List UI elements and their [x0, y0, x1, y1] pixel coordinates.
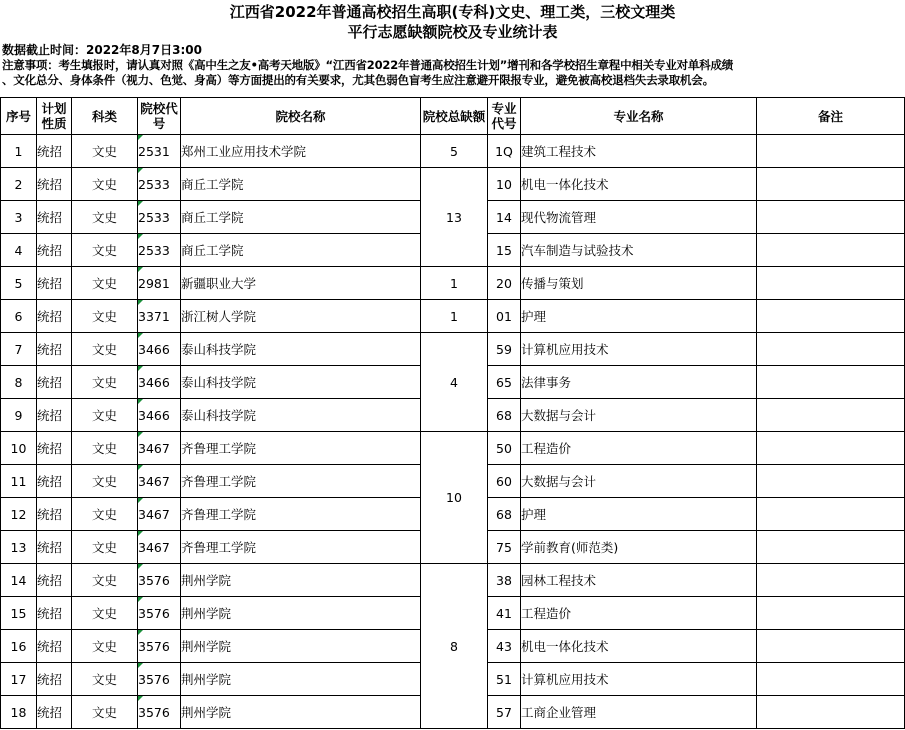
cell-category[interactable]: 文史: [72, 333, 138, 366]
cell-major-name[interactable]: 大数据与会计: [521, 465, 757, 498]
cell-remark[interactable]: [757, 498, 905, 531]
cell-school-code[interactable]: 3576: [138, 696, 181, 729]
cell-total-vacancy[interactable]: 8: [421, 564, 488, 729]
cell-plan[interactable]: 统招: [37, 135, 72, 168]
cell-seq[interactable]: 1: [1, 135, 37, 168]
cell-school-name[interactable]: 商丘工学院: [181, 168, 421, 201]
cell-category[interactable]: 文史: [72, 564, 138, 597]
cell-remark[interactable]: [757, 465, 905, 498]
cell-category[interactable]: 文史: [72, 366, 138, 399]
table-row: [1, 333, 905, 366]
cell-plan[interactable]: 统招: [37, 300, 72, 333]
cell-school-code[interactable]: 3576: [138, 630, 181, 663]
cell-seq[interactable]: 2: [1, 168, 37, 201]
cell-seq[interactable]: 7: [1, 333, 37, 366]
cell-school-name[interactable]: 泰山科技学院: [181, 333, 421, 366]
header-school-name[interactable]: 院校名称: [181, 98, 421, 135]
cell-seq[interactable]: 10: [1, 432, 37, 465]
cell-seq[interactable]: 5: [1, 267, 37, 300]
cell-seq[interactable]: 14: [1, 564, 37, 597]
cell-major-code[interactable]: 57: [488, 696, 521, 729]
cell-school-code[interactable]: 2533: [138, 234, 181, 267]
header-school-code[interactable]: 院校代号: [138, 98, 181, 135]
cell-major-code[interactable]: 65: [488, 366, 521, 399]
cell-remark[interactable]: [757, 135, 905, 168]
cell-school-name[interactable]: 荆州学院: [181, 597, 421, 630]
cell-school-name[interactable]: 齐鲁理工学院: [181, 498, 421, 531]
cell-major-name[interactable]: 传播与策划: [521, 267, 757, 300]
cell-school-name[interactable]: 商丘工学院: [181, 234, 421, 267]
cell-school-name[interactable]: 荆州学院: [181, 564, 421, 597]
cell-school-code[interactable]: 3467: [138, 498, 181, 531]
cell-category[interactable]: 文史: [72, 465, 138, 498]
cell-remark[interactable]: [757, 267, 905, 300]
cell-major-name[interactable]: 护理: [521, 498, 757, 531]
cell-category[interactable]: 文史: [72, 168, 138, 201]
cell-major-name[interactable]: 护理: [521, 300, 757, 333]
cell-seq[interactable]: 12: [1, 498, 37, 531]
cell-plan[interactable]: 统招: [37, 333, 72, 366]
cell-plan[interactable]: 统招: [37, 630, 72, 663]
cell-plan[interactable]: 统招: [37, 168, 72, 201]
cell-total-vacancy[interactable]: 1: [421, 267, 488, 300]
cell-major-name[interactable]: 大数据与会计: [521, 399, 757, 432]
cell-plan[interactable]: 统招: [37, 498, 72, 531]
cell-school-name[interactable]: 浙江树人学院: [181, 300, 421, 333]
cell-major-name[interactable]: 法律事务: [521, 366, 757, 399]
cell-category[interactable]: 文史: [72, 696, 138, 729]
cell-seq[interactable]: 9: [1, 399, 37, 432]
cell-school-name[interactable]: 齐鲁理工学院: [181, 432, 421, 465]
table-body: [1, 135, 905, 729]
cell-school-code[interactable]: 3467: [138, 465, 181, 498]
cell-major-name[interactable]: 现代物流管理: [521, 201, 757, 234]
cell-category[interactable]: 文史: [72, 267, 138, 300]
cell-total-vacancy[interactable]: 10: [421, 432, 488, 564]
cell-school-name[interactable]: 新疆职业大学: [181, 267, 421, 300]
cell-category[interactable]: 文史: [72, 300, 138, 333]
cell-category[interactable]: 文史: [72, 663, 138, 696]
cell-plan[interactable]: 统招: [37, 399, 72, 432]
cell-major-code[interactable]: 59: [488, 333, 521, 366]
cell-category[interactable]: 文史: [72, 201, 138, 234]
cell-school-code[interactable]: 2533: [138, 168, 181, 201]
cell-school-name[interactable]: 齐鲁理工学院: [181, 465, 421, 498]
cell-seq[interactable]: 3: [1, 201, 37, 234]
cell-major-name[interactable]: 计算机应用技术: [521, 663, 757, 696]
header-major-name[interactable]: 专业名称: [521, 98, 757, 135]
cell-plan[interactable]: 统招: [37, 597, 72, 630]
cell-major-code[interactable]: 20: [488, 267, 521, 300]
cell-remark[interactable]: [757, 432, 905, 465]
table-row: [1, 432, 905, 465]
cell-major-name[interactable]: 工程造价: [521, 597, 757, 630]
cell-category[interactable]: 文史: [72, 597, 138, 630]
cell-total-vacancy[interactable]: 1: [421, 300, 488, 333]
cell-seq[interactable]: 11: [1, 465, 37, 498]
cell-major-name[interactable]: 工程造价: [521, 432, 757, 465]
cell-school-code[interactable]: 2981: [138, 267, 181, 300]
cell-major-name[interactable]: 园林工程技术: [521, 564, 757, 597]
cell-major-name[interactable]: 工商企业管理: [521, 696, 757, 729]
table-row: [1, 300, 905, 333]
cell-school-code[interactable]: 3466: [138, 399, 181, 432]
header-plan[interactable]: 计划性质: [37, 98, 72, 135]
cell-plan[interactable]: 统招: [37, 564, 72, 597]
cell-remark[interactable]: [757, 366, 905, 399]
cell-major-code[interactable]: 41: [488, 597, 521, 630]
cell-major-code[interactable]: 60: [488, 465, 521, 498]
cell-school-code[interactable]: 3466: [138, 366, 181, 399]
cell-major-code[interactable]: 75: [488, 531, 521, 564]
cell-major-code[interactable]: 68: [488, 498, 521, 531]
cell-remark[interactable]: [757, 630, 905, 663]
table-row: [1, 135, 905, 168]
cell-plan[interactable]: 统招: [37, 696, 72, 729]
cell-school-code[interactable]: 3466: [138, 333, 181, 366]
cell-total-vacancy[interactable]: 4: [421, 333, 488, 432]
cell-school-name[interactable]: 荆州学院: [181, 630, 421, 663]
cell-school-code[interactable]: 3576: [138, 663, 181, 696]
cell-plan[interactable]: 统招: [37, 531, 72, 564]
cell-school-name[interactable]: 齐鲁理工学院: [181, 531, 421, 564]
cell-major-name[interactable]: 机电一体化技术: [521, 630, 757, 663]
cell-school-code[interactable]: 2533: [138, 201, 181, 234]
cell-remark[interactable]: [757, 597, 905, 630]
cell-major-code[interactable]: 68: [488, 399, 521, 432]
cell-remark[interactable]: [757, 531, 905, 564]
cell-seq[interactable]: 16: [1, 630, 37, 663]
header-row: [1, 98, 905, 135]
sheet-title: [0, 0, 905, 42]
cell-major-name[interactable]: 汽车制造与试验技术: [521, 234, 757, 267]
header-major-code[interactable]: 专业代号: [488, 98, 521, 135]
cell-major-name[interactable]: 建筑工程技术: [521, 135, 757, 168]
data-deadline: 数据截止时间：2022年8月7日3:00: [2, 43, 202, 57]
cell-major-code[interactable]: 10: [488, 168, 521, 201]
cell-total-vacancy[interactable]: 13: [421, 168, 488, 267]
cell-major-code[interactable]: 51: [488, 663, 521, 696]
cell-major-name[interactable]: 机电一体化技术: [521, 168, 757, 201]
cell-seq[interactable]: 18: [1, 696, 37, 729]
table-row: [1, 267, 905, 300]
cell-school-name[interactable]: 荆州学院: [181, 696, 421, 729]
table-row: [1, 168, 905, 201]
title-line-2: 平行志愿缺额院校及专业统计表: [347, 23, 558, 41]
cell-seq[interactable]: 13: [1, 531, 37, 564]
table-row: [1, 564, 905, 597]
cell-school-name[interactable]: 泰山科技学院: [181, 399, 421, 432]
cell-seq[interactable]: 15: [1, 597, 37, 630]
cell-category[interactable]: 文史: [72, 498, 138, 531]
cell-major-code[interactable]: 1Q: [488, 135, 521, 168]
cell-remark[interactable]: [757, 663, 905, 696]
cell-plan[interactable]: 统招: [37, 201, 72, 234]
cell-category[interactable]: 文史: [72, 531, 138, 564]
cell-category[interactable]: 文史: [72, 399, 138, 432]
cell-major-code[interactable]: 38: [488, 564, 521, 597]
cell-category[interactable]: 文史: [72, 630, 138, 663]
cell-seq[interactable]: 17: [1, 663, 37, 696]
header-remark[interactable]: 备注: [757, 98, 905, 135]
cell-plan[interactable]: 统招: [37, 267, 72, 300]
cell-remark[interactable]: [757, 333, 905, 366]
cell-plan[interactable]: 统招: [37, 234, 72, 267]
header-total-vacancy[interactable]: 院校总缺额: [421, 98, 488, 135]
cell-school-code[interactable]: 3467: [138, 531, 181, 564]
notice-line-2: 、文化总分、身体条件（视力、色觉、身高）等方面提出的有关要求，尤其色弱色盲考生应注意避开限报专业，避免被高校退档失去录取机会。: [2, 73, 714, 87]
cell-major-name[interactable]: 计算机应用技术: [521, 333, 757, 366]
cell-school-name[interactable]: 荆州学院: [181, 663, 421, 696]
cell-plan[interactable]: 统招: [37, 663, 72, 696]
cell-remark[interactable]: [757, 300, 905, 333]
cell-seq[interactable]: 6: [1, 300, 37, 333]
cell-remark[interactable]: [757, 234, 905, 267]
cell-total-vacancy[interactable]: 5: [421, 135, 488, 168]
cell-plan[interactable]: 统招: [37, 432, 72, 465]
cell-school-name[interactable]: 商丘工学院: [181, 201, 421, 234]
vacancy-table: [0, 97, 905, 729]
cell-school-code[interactable]: 3576: [138, 597, 181, 630]
cell-major-code[interactable]: 50: [488, 432, 521, 465]
cell-major-code[interactable]: 43: [488, 630, 521, 663]
cell-major-name[interactable]: 学前教育(师范类): [521, 531, 757, 564]
cell-school-code[interactable]: 3467: [138, 432, 181, 465]
cell-plan[interactable]: 统招: [37, 366, 72, 399]
title-line-1: 江西省2022年普通高校招生高职(专科)文史、理工类，三校文理类: [229, 3, 676, 21]
cell-school-name[interactable]: 郑州工业应用技术学院: [181, 135, 421, 168]
cell-remark[interactable]: [757, 399, 905, 432]
cell-major-code[interactable]: 01: [488, 300, 521, 333]
cell-seq[interactable]: 8: [1, 366, 37, 399]
cell-remark[interactable]: [757, 696, 905, 729]
cell-remark[interactable]: [757, 168, 905, 201]
cell-school-name[interactable]: 泰山科技学院: [181, 366, 421, 399]
cell-category[interactable]: 文史: [72, 432, 138, 465]
cell-category[interactable]: 文史: [72, 234, 138, 267]
notice-line-1: 注意事项：考生填报时，请认真对照《高中生之友•高考天地版》“江西省2022年普通高校招生计划”增刊和各学校招生章程中相关专业对单科成绩: [2, 58, 734, 72]
cell-plan[interactable]: 统招: [37, 465, 72, 498]
header-category[interactable]: 科类: [72, 98, 138, 135]
header-seq[interactable]: 序号: [1, 98, 37, 135]
cell-school-code[interactable]: 3576: [138, 564, 181, 597]
cell-school-code[interactable]: 3371: [138, 300, 181, 333]
cell-remark[interactable]: [757, 201, 905, 234]
notice: [0, 58, 905, 88]
cell-major-code[interactable]: 15: [488, 234, 521, 267]
cell-school-code[interactable]: 2531: [138, 135, 181, 168]
cell-remark[interactable]: [757, 564, 905, 597]
cell-seq[interactable]: 4: [1, 234, 37, 267]
cell-major-code[interactable]: 14: [488, 201, 521, 234]
cell-category[interactable]: 文史: [72, 135, 138, 168]
